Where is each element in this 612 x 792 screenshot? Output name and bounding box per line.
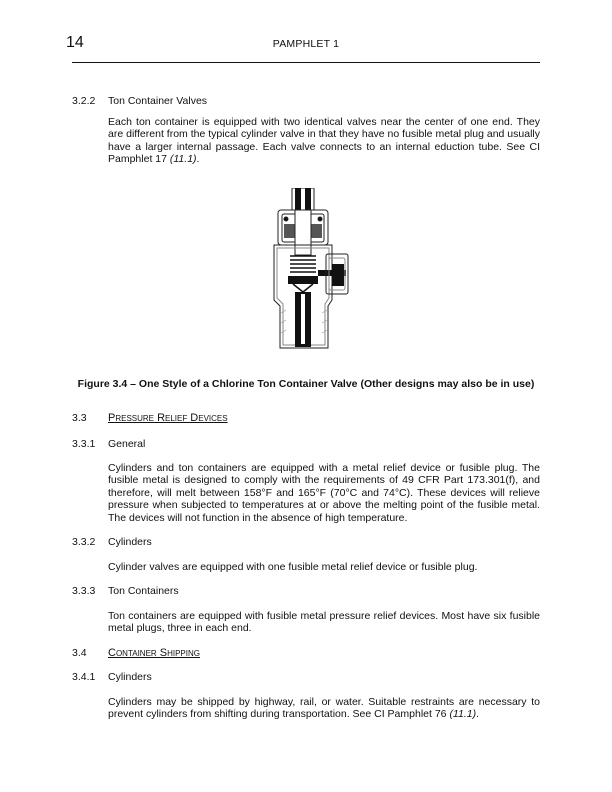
page-number: 14 (66, 34, 84, 51)
section-body-3-2-2: Each ton container is equipped with two identical valves near the center of one end. They are different from the typical cylinder valve in that they have no fusible metal plug and usually have a larger internal passage. Each valve connects to an internal eduction tube. See CI Pamphlet 17 (11.1). (108, 116, 540, 166)
section-number: 3.3.1 (72, 438, 96, 450)
reference: (11.1) (449, 708, 477, 721)
section-body-3-3-2: Cylinder valves are equipped with one fusible metal relief device or fusible plug. (108, 561, 478, 573)
section-number: 3.2.2 (72, 95, 96, 107)
section-heading-3-2-2 (72, 95, 207, 107)
section-title: Ton Containers (108, 585, 179, 597)
section-title: Container Shipping (108, 647, 200, 659)
section-heading-3-3-2 (72, 536, 152, 548)
section-title: Cylinders (108, 671, 152, 683)
section-title: Pressure Relief Devices (108, 412, 228, 424)
section-body-3-3-1: Cylinders and ton containers are equipped with a metal relief device or fusible plug. The fusible metal is designed to comply with the requirements of 49 CFR Part 173.301(f), and therefore, will melt between 158°F and 165°F (70°C and 74°C). These devices will relieve pressure when subjected to temperatures at or above the melting point of the fusible metal. The devices will not function in the absence of high temperature. (108, 462, 540, 524)
section-title: General (108, 438, 146, 450)
valve-illustration-icon (250, 188, 360, 363)
section-title: Cylinders (108, 536, 152, 548)
section-body-3-3-3: Ton containers are equipped with fusible metal pressure relief devices. Most have six fusible metal plugs, three in each end. (108, 610, 540, 635)
section-number: 3.3 (72, 412, 87, 424)
figure-caption: Figure 3.4 – One Style of a Chlorine Ton Container Valve (Other designs may also be in use) (77, 378, 535, 390)
section-body-3-4-1: Cylinders may be shipped by highway, rail, or water. Suitable restraints are necessary to prevent cylinders from shifting during transportation. See CI Pamphlet 76 (11.1). (108, 696, 540, 721)
section-number: 3.4 (72, 647, 87, 659)
section-number: 3.4.1 (72, 671, 96, 683)
running-head: PAMPHLET 1 (272, 38, 340, 50)
section-heading-3-3 (72, 412, 228, 424)
section-heading-3-4-1 (72, 671, 152, 683)
section-title: Ton Container Valves (108, 95, 208, 107)
section-heading-3-4 (72, 647, 200, 659)
section-heading-3-3-3 (72, 585, 179, 597)
reference: (11.1) (169, 153, 197, 166)
section-heading-3-3-1 (72, 438, 145, 450)
header-rule (72, 62, 540, 63)
section-number: 3.3.2 (72, 536, 96, 548)
section-number: 3.3.3 (72, 585, 96, 597)
